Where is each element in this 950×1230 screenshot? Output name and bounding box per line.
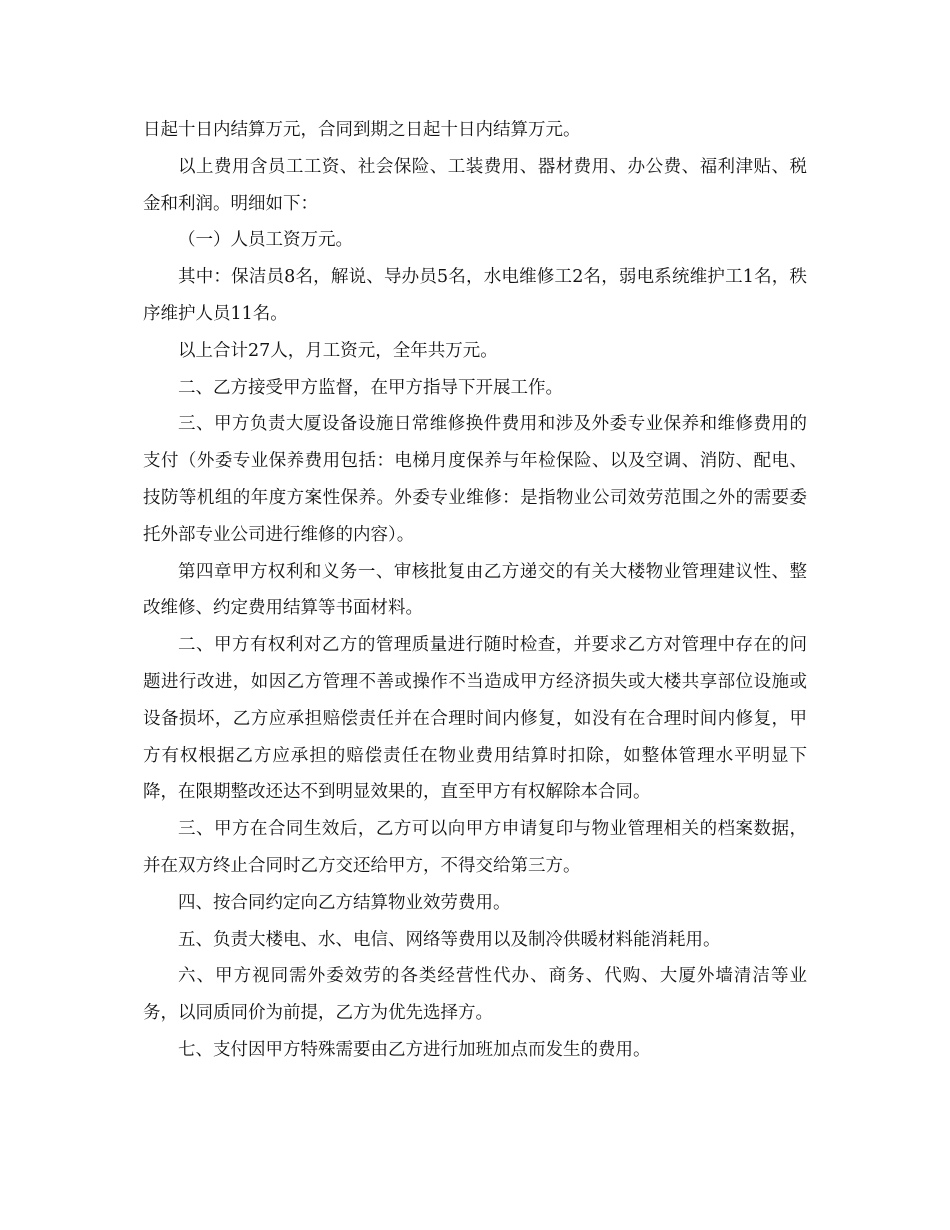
paragraph-chapter-4-rights: 第四章甲方权利和义务一、审核批复由乙方递交的有关大楼物业管理建议性、整改维修、约定费用结算等书面材料。 (143, 561, 807, 619)
paragraph-staff-wages: （一）人员工资万元。 (178, 230, 353, 251)
paragraph-inspection-rights: 二、甲方有权利对乙方的管理质量进行随时检查，并要求乙方对管理中存在的问题进行改进，如因乙方管理不善或操作不当造成甲方经济损失或大楼共享部位设施或设备损坏，乙方应承担赔偿责任并在合理时间内修复，如没有在合理时间内修复，甲方有权根据乙方应承担的赔偿责任在物业费用结算时扣除，如整体管理水平明显下降，在限期整改还达不到明显效果的，直至甲方有权解除本合同。 (143, 635, 807, 803)
paragraph-overtime-costs: 七、支付因甲方特殊需要由乙方进行加班加点而发生的费用。 (178, 1039, 651, 1060)
paragraph-fee-composition: 以上费用含员工工资、社会保险、工装费用、器材费用、办公费、福利津贴、税金和利润。明细如下： (143, 156, 807, 214)
paragraph-archive-data: 三、甲方在合同生效后，乙方可以向甲方申请复印与物业管理相关的档案数据，并在双方终止合同时乙方交还给甲方，不得交给第三方。 (143, 819, 807, 876)
paragraph-staff-breakdown: 其中：保洁员8名，解说、导办员5名，水电维修工2名，弱电系统维护工1名，秩序维护人员11名。 (143, 267, 807, 324)
paragraph-clause-3-maintenance: 三、甲方负责大厦设备设施日常维修换件费用和涉及外委专业保养和维修费用的支付（外委专业保养费用包括：电梯月度保养与年检保险、以及空调、消防、配电、技防等机组的年度方案性保养。外委专业维修：是指物业公司效劳范围之外的需要委托外部专业公司进行维修的内容）。 (143, 414, 807, 545)
paragraph-settlement-terms: 日起十日内结算万元，合同到期之日起十日内结算万元。 (143, 120, 581, 140)
paragraph-utility-costs: 五、负责大楼电、水、电信、网络等费用以及制冷供暖材料能消耗用。 (178, 929, 721, 950)
paragraph-clause-2-supervision: 二、乙方接受甲方监督，在甲方指导下开展工作。 (178, 377, 563, 398)
paragraph-staff-total: 以上合计27人，月工资元，全年共万元。 (178, 340, 498, 361)
paragraph-fee-settlement: 四、按合同约定向乙方结算物业效劳费用。 (178, 892, 511, 913)
paragraph-outsourced-services: 六、甲方视同需外委效劳的各类经营性代办、商务、代购、大厦外墙清洁等业务，以同质同价为前提，乙方为优先选择方。 (143, 966, 807, 1024)
document-body (143, 112, 807, 1069)
